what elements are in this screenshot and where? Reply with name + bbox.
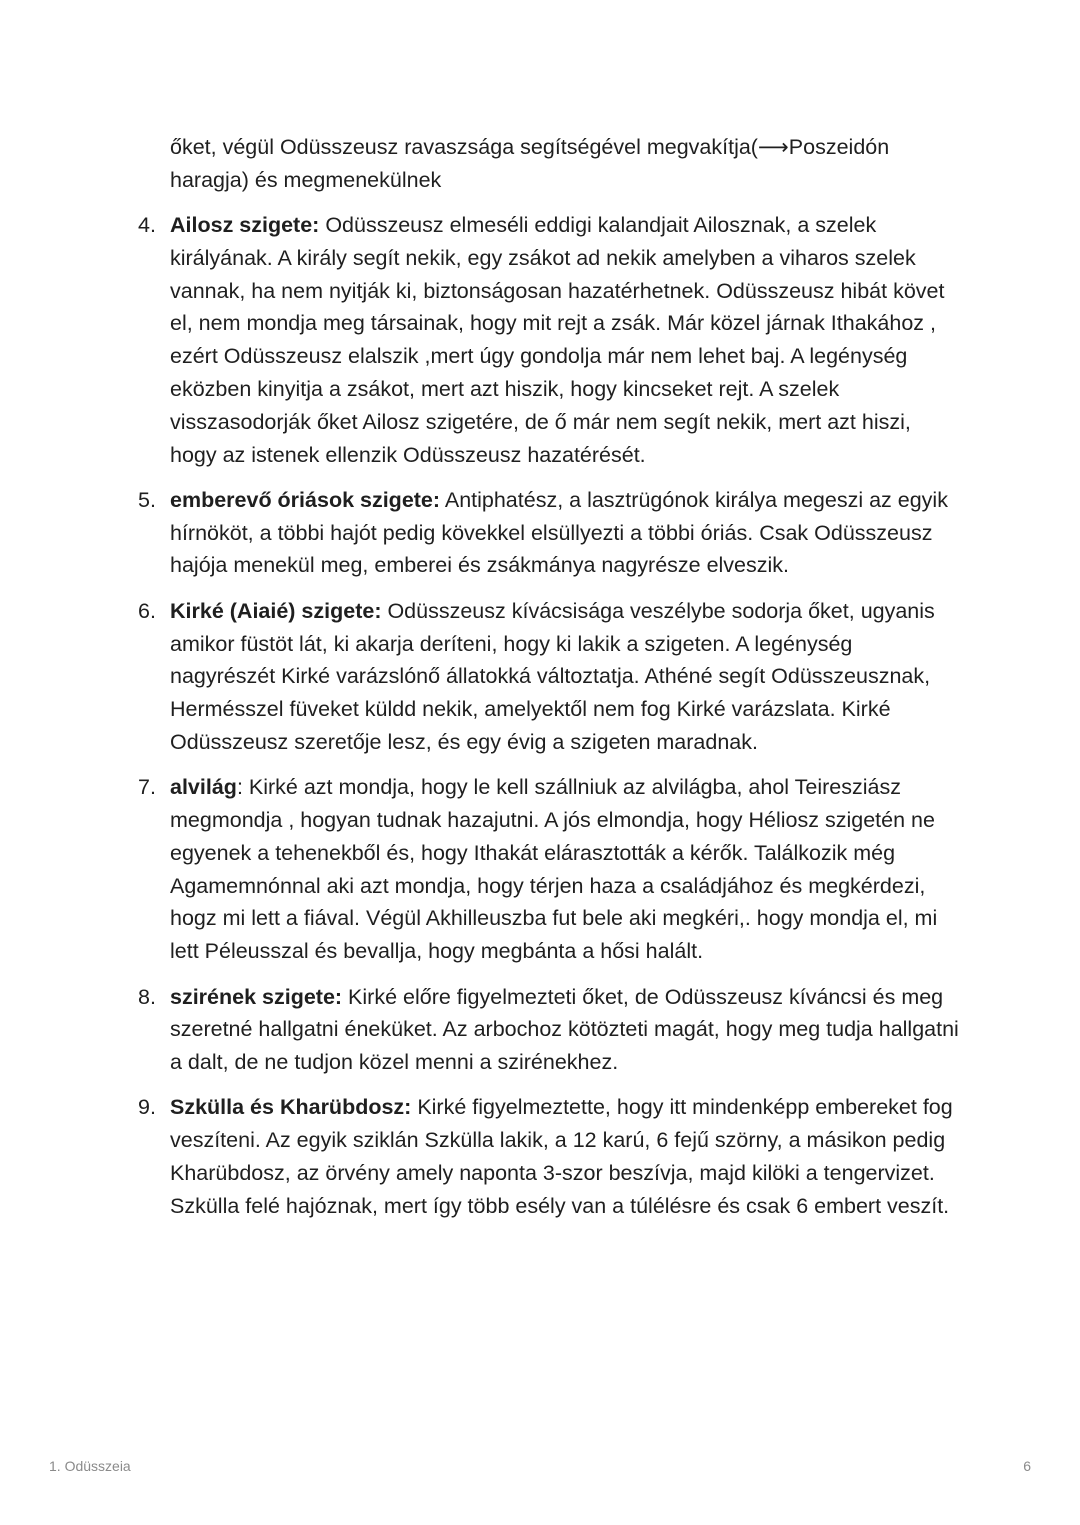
list-item-term: Kirké (Aiaié) szigete: — [170, 598, 382, 623]
list-item-number: 9. — [138, 1095, 156, 1120]
list-item — [0, 981, 960, 1079]
list-item — [0, 1091, 960, 1222]
list-item-text: Kirké figyelmeztette, hogy itt mindenképp embereket fog veszíteni. Az egyik sziklán Szkülla lakik, a 12 karú, 6 fejű szörny, a másikon pedig Kharübdosz, az örvény amely naponta 3-szor beszívja, majd kilöki a tengervizet. Szkülla felé hajóznak, mert így több esély van a túlélésre és csak 6 embert veszít. — [170, 1095, 953, 1218]
list-item-number: 6. — [138, 598, 156, 623]
list-item-text: Kirké előre figyelmezteti őket, de Odüsszeusz kíváncsi és meg szeretné hallgatni éneküket. Az arbochoz kötözteti magát, hogy meg tudja hallgatni a dalt, de ne tudjon közel menni a szirénekhez. — [170, 984, 959, 1075]
list-item — [0, 771, 960, 968]
list-item-text: : Kirké azt mondja, hogy le kell szállniuk az alvilágba, ahol Teiresziász megmondja , hogyan tudnak hazajutni. A jós elmondja, hogy Héliosz szigetén ne egyenek a tehenekből és, hogy Ithakát elárasztották a kérők. Találkozik még Agamemnónnal aki azt mondja, hogy térjen haza a családjához és megkérdezi, hogz mi lett a fiával. Végül Akhilleuszba fut bele aki megkéri,. hogy mondja el, mi lett Péleusszal és bevallja, hogy megbánta a hősi halált. — [170, 775, 938, 964]
list-item-number: 5. — [138, 487, 156, 512]
footer-document-title: 1. Odüsszeia — [49, 1458, 131, 1474]
list-item — [0, 484, 960, 582]
list-item-number: 7. — [138, 775, 156, 800]
list-item-number: 4. — [138, 213, 156, 237]
list-item-number: 8. — [138, 984, 156, 1009]
list-item-term: Ailosz szigete: — [170, 213, 320, 237]
list-item-term: Szkülla és Kharübdosz: — [170, 1095, 412, 1120]
numbered-list — [0, 209, 1080, 1235]
continuation-paragraph: őket, végül Odüsszeusz ravaszsága segítségével megvakítja(⟶Poszeidón haragja) és megmenekülnek — [170, 135, 890, 192]
list-item-term: emberevő óriások szigete: — [170, 487, 441, 512]
list-item-term: alvilág — [170, 775, 237, 800]
list-item — [0, 209, 960, 471]
list-item-text: Odüsszeusz elmeséli eddigi kalandjait Ailosznak, a szelek királyának. A király segít nekik, egy zsákot ad nekik amelyben a viharos szelek vannak, ha nem nyitják ki, biztonságosan hazatérhetnek. Odüsszeusz hibát követ el, nem mondja meg társainak, hogy mit rejt a zsák. Már közel járnak Ithakához , ezért Odüsszeusz elalszik ,mert úgy gondolja már nem lehet baj. A legénység eközben kinyitja a zsákot, mert azt hiszik, hogy kincseket rejt. A szelek visszasodorják őket Ailosz szigetére, de ő már nem segít nekik, mert azt hiszi, hogy az istenek ellenzik Odüsszeusz hazatérését. — [170, 213, 945, 467]
list-item — [0, 595, 960, 759]
list-item-term: szirének szigete: — [170, 984, 343, 1009]
list-item-text: Antiphatész, a lasztrügónok királya megeszi az egyik hírnököt, a többi hajót pedig kövekkel elsüllyezti a többi óriás. Csak Odüsszeusz hajója menekül meg, emberei és zsákmánya nagyrésze elveszik. — [170, 487, 948, 578]
list-item-text: Odüsszeusz kívácsisága veszélybe sodorja őket, ugyanis amikor füstöt lát, ki akarja deríteni, hogy ki lakik a szigeten. A legénység nagyrészét Kirké varázslónő állatokká változtatja. Athéné segít Odüsszeusznak, Hermésszel füveket küldd nekik, amelyektől nem fog Kirké varázslata. Kirké Odüsszeusz szeretője lesz, és egy évig a szigeten maradnak. — [170, 598, 935, 754]
footer-page-number: 6 — [1023, 1458, 1031, 1474]
